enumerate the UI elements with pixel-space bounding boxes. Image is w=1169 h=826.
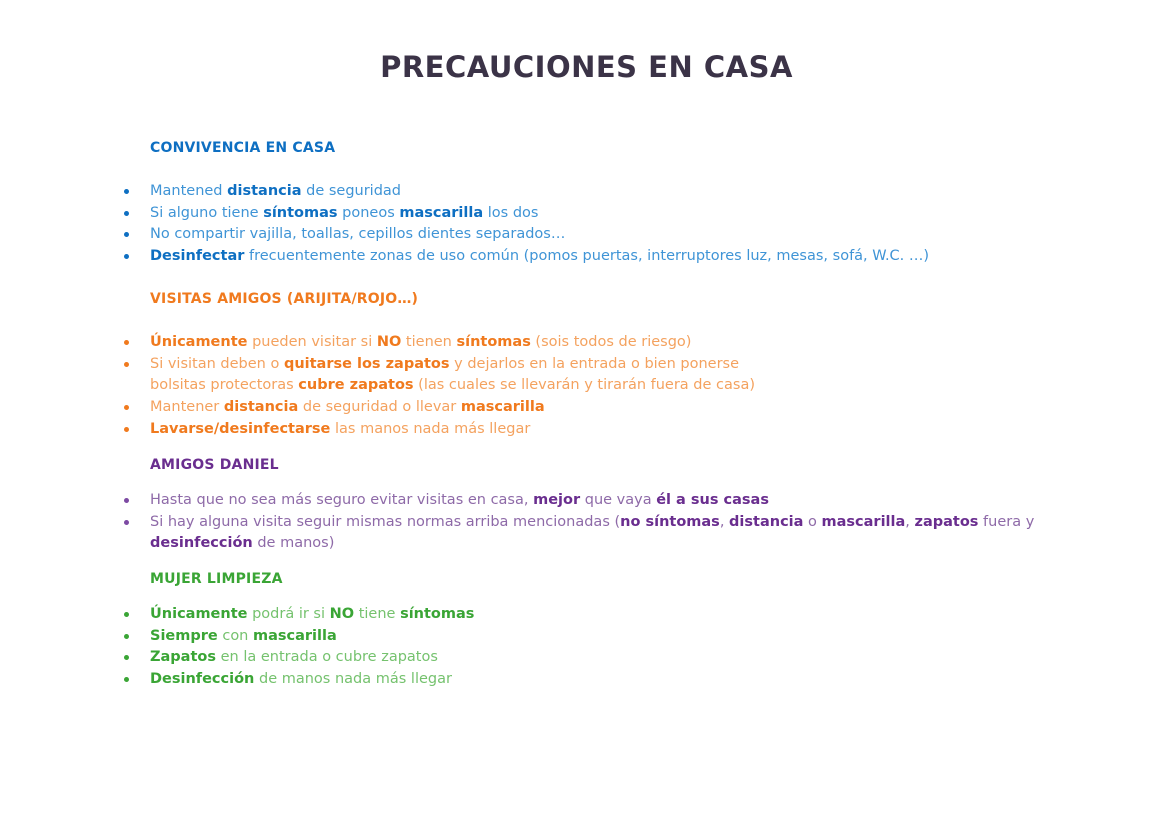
item-line bbox=[150, 512, 1050, 534]
list-item bbox=[0, 669, 1050, 691]
item-emphasis: cubre zapatos bbox=[298, 377, 414, 394]
item-text: Hasta que no sea más seguro evitar visitas en casa, bbox=[150, 492, 534, 508]
item-emphasis: Únicamente bbox=[150, 334, 248, 350]
item-emphasis: él a sus casas bbox=[656, 492, 769, 508]
list-item bbox=[0, 604, 1050, 626]
item-emphasis: distancia bbox=[729, 513, 804, 530]
page-title bbox=[0, 50, 1169, 84]
list-item bbox=[0, 203, 1050, 225]
bullet-icon bbox=[124, 634, 129, 639]
item-emphasis: distancia bbox=[227, 183, 302, 199]
limpieza-list bbox=[0, 604, 1169, 691]
item-line bbox=[150, 533, 1050, 555]
bullet-icon bbox=[124, 520, 129, 525]
item-emphasis: síntomas bbox=[456, 334, 531, 350]
item-text: de manos nada más llegar bbox=[254, 671, 452, 688]
item-emphasis: NO bbox=[376, 334, 402, 350]
item-emphasis: Zapatos bbox=[150, 649, 216, 666]
list-item bbox=[0, 626, 1050, 648]
item-text: los dos bbox=[483, 204, 539, 221]
bullet-icon bbox=[124, 655, 129, 660]
bullet-icon bbox=[124, 498, 129, 503]
item-line bbox=[150, 354, 1050, 376]
item-text: podrá ir si bbox=[247, 606, 330, 622]
bullet-icon bbox=[124, 427, 129, 432]
item-emphasis: zapatos bbox=[914, 513, 979, 530]
bullet-icon bbox=[124, 232, 129, 237]
list-item bbox=[0, 181, 1050, 203]
daniel-list bbox=[0, 490, 1169, 555]
list-item bbox=[0, 419, 1050, 441]
item-emphasis: distancia bbox=[223, 399, 299, 416]
item-text: No compartir vajilla, toallas, cepillos dientes separados… bbox=[150, 226, 566, 243]
list-item bbox=[0, 246, 1050, 268]
item-emphasis: mascarilla bbox=[821, 513, 906, 530]
item-text: Mantened bbox=[150, 183, 228, 199]
bullet-icon bbox=[124, 340, 129, 345]
item-text: pueden visitar si bbox=[247, 334, 377, 350]
item-text: Si hay alguna visita seguir mismas normas arriba mencionadas ( bbox=[150, 513, 621, 530]
section-heading-visitas: VISITAS AMIGOS (ARIJITA/ROJO…) bbox=[150, 291, 419, 307]
bullet-icon bbox=[124, 189, 129, 194]
list-item bbox=[0, 332, 1050, 354]
item-text: , bbox=[719, 513, 730, 530]
item-emphasis: síntomas bbox=[263, 204, 338, 221]
item-text: , bbox=[905, 513, 915, 530]
item-text: bolsitas protectoras bbox=[150, 377, 299, 394]
item-text: o bbox=[803, 513, 822, 530]
item-text: de seguridad o llevar bbox=[298, 399, 461, 416]
item-emphasis: Lavarse/desinfectarse bbox=[150, 420, 331, 437]
section-heading-daniel: AMIGOS DANIEL bbox=[150, 457, 279, 473]
convivencia-list bbox=[0, 181, 1169, 268]
item-text: en la entrada o cubre zapatos bbox=[216, 649, 438, 666]
item-line bbox=[150, 375, 1050, 397]
item-text: poneos bbox=[337, 204, 400, 221]
item-emphasis: Desinfección bbox=[150, 671, 255, 688]
item-emphasis: síntomas bbox=[400, 606, 475, 622]
bullet-icon bbox=[124, 211, 129, 216]
item-emphasis: NO bbox=[329, 606, 355, 622]
item-emphasis: Únicamente bbox=[150, 606, 248, 622]
item-text: Mantener bbox=[150, 399, 224, 416]
item-text: fuera y bbox=[978, 513, 1035, 530]
list-item bbox=[0, 224, 1050, 246]
item-emphasis: mejor bbox=[533, 492, 581, 508]
item-text: (las cuales se llevarán y tirarán fuera de casa) bbox=[413, 377, 755, 394]
section-heading-convivencia: CONVIVENCIA EN CASA bbox=[150, 140, 336, 156]
bullet-icon bbox=[124, 612, 129, 617]
visitas-list bbox=[0, 332, 1169, 441]
item-text: de seguridad bbox=[301, 183, 401, 199]
item-emphasis: mascarilla bbox=[253, 627, 337, 644]
item-text: con bbox=[217, 627, 253, 644]
item-emphasis: Siempre bbox=[150, 627, 218, 644]
item-text: de manos) bbox=[252, 535, 335, 552]
item-emphasis: no síntomas bbox=[620, 513, 720, 530]
list-item bbox=[0, 490, 1050, 512]
item-emphasis: mascarilla bbox=[399, 204, 484, 221]
item-text: tienen bbox=[401, 334, 457, 350]
item-text: que vaya bbox=[580, 492, 657, 508]
item-text: Si alguno tiene bbox=[150, 204, 264, 221]
item-text: tiene bbox=[354, 606, 401, 622]
item-emphasis: Desinfectar bbox=[150, 248, 245, 265]
item-text: y dejarlos en la entrada o bien ponerse bbox=[449, 355, 740, 372]
item-text: frecuentemente zonas de uso común (pomos puertas, interruptores luz, mesas, sofá, W.C. …) bbox=[244, 248, 930, 265]
list-item bbox=[0, 647, 1050, 669]
item-emphasis: quitarse los zapatos bbox=[283, 355, 450, 372]
list-item bbox=[0, 354, 1050, 397]
bullet-icon bbox=[124, 254, 129, 259]
bullet-icon bbox=[124, 677, 129, 682]
item-emphasis: mascarilla bbox=[460, 399, 545, 416]
section-heading-limpieza: MUJER LIMPIEZA bbox=[150, 571, 283, 587]
item-text: (sois todos de riesgo) bbox=[530, 334, 692, 350]
bullet-icon bbox=[124, 362, 129, 367]
bullet-icon bbox=[124, 405, 129, 410]
page-title-text: PRECAUCIONES EN CASA bbox=[380, 50, 793, 84]
list-item bbox=[0, 397, 1050, 419]
list-item bbox=[0, 512, 1050, 555]
item-text: Si visitan deben o bbox=[150, 355, 284, 372]
item-text: las manos nada más llegar bbox=[330, 420, 531, 437]
item-emphasis: desinfección bbox=[150, 535, 253, 552]
